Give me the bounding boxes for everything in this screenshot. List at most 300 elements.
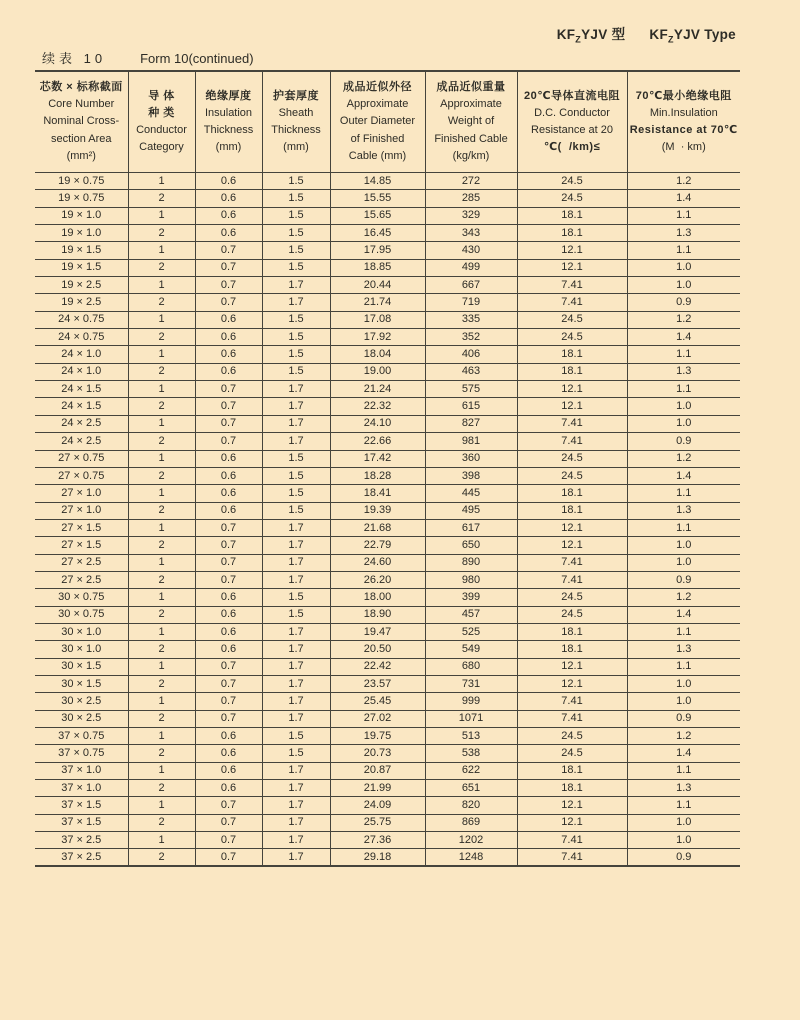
column-header-sheath-thickness	[262, 71, 330, 173]
cell-outer-diameter: 18.85	[330, 259, 425, 276]
table-row	[35, 398, 740, 415]
cell-sheath-thickness: 1.7	[262, 571, 330, 588]
cell-insulation-thickness: 0.6	[195, 641, 262, 658]
header-line: (mm)	[283, 141, 309, 154]
table-row	[35, 207, 740, 224]
cell-min-insulation-resistance: 1.1	[627, 381, 740, 398]
cell-dc-resistance: 18.1	[517, 623, 627, 640]
cell-weight: 650	[425, 537, 517, 554]
cell-sheath-thickness: 1.5	[262, 745, 330, 762]
type-title-en: $KF_ZYJV$ Type	[649, 27, 736, 45]
table-row	[35, 190, 740, 207]
cell-outer-diameter: 20.87	[330, 762, 425, 779]
column-header-dc-resistance	[517, 71, 627, 173]
cell-conductor-category: 2	[128, 190, 195, 207]
cell-core-size: 30 × 2.5	[35, 693, 128, 710]
cell-insulation-thickness: 0.6	[195, 190, 262, 207]
header-line: Category	[139, 141, 184, 154]
cell-core-size: 37 × 1.5	[35, 797, 128, 814]
table-row	[35, 329, 740, 346]
cell-weight: 525	[425, 623, 517, 640]
cell-insulation-thickness: 0.6	[195, 346, 262, 363]
column-header-outer-diameter	[330, 71, 425, 173]
cell-core-size: 24 × 1.0	[35, 346, 128, 363]
cell-core-size: 30 × 0.75	[35, 589, 128, 606]
cell-conductor-category: 1	[128, 519, 195, 536]
cell-conductor-category: 2	[128, 814, 195, 831]
cell-conductor-category: 2	[128, 294, 195, 311]
table-row	[35, 745, 740, 762]
cable-spec-table	[35, 70, 740, 867]
cell-sheath-thickness: 1.7	[262, 814, 330, 831]
cell-conductor-category: 2	[128, 675, 195, 692]
table-row	[35, 537, 740, 554]
cell-sheath-thickness: 1.7	[262, 381, 330, 398]
cell-outer-diameter: 21.99	[330, 780, 425, 797]
cell-core-size: 27 × 1.5	[35, 519, 128, 536]
cell-min-insulation-resistance: 1.1	[627, 658, 740, 675]
cell-outer-diameter: 15.65	[330, 207, 425, 224]
cell-insulation-thickness: 0.6	[195, 589, 262, 606]
cell-conductor-category: 1	[128, 728, 195, 745]
cell-conductor-category: 1	[128, 797, 195, 814]
cell-weight: 398	[425, 467, 517, 484]
cell-min-insulation-resistance: 1.4	[627, 190, 740, 207]
cell-insulation-thickness: 0.7	[195, 797, 262, 814]
cell-outer-diameter: 22.79	[330, 537, 425, 554]
cell-weight: 999	[425, 693, 517, 710]
cell-weight: 719	[425, 294, 517, 311]
header-line: Resistance at 70℃	[629, 124, 738, 136]
cell-conductor-category: 2	[128, 780, 195, 797]
cell-outer-diameter: 18.90	[330, 606, 425, 623]
cell-outer-diameter: 20.50	[330, 641, 425, 658]
cell-conductor-category: 1	[128, 658, 195, 675]
cell-outer-diameter: 21.68	[330, 519, 425, 536]
cell-outer-diameter: 25.75	[330, 814, 425, 831]
cell-core-size: 37 × 1.0	[35, 762, 128, 779]
cell-insulation-thickness: 0.6	[195, 745, 262, 762]
cell-min-insulation-resistance: 1.1	[627, 623, 740, 640]
cell-dc-resistance: 24.5	[517, 190, 627, 207]
cell-outer-diameter: 19.00	[330, 363, 425, 380]
cell-dc-resistance: 12.1	[517, 814, 627, 831]
cell-core-size: 30 × 0.75	[35, 606, 128, 623]
cell-dc-resistance: 7.41	[517, 849, 627, 866]
cell-sheath-thickness: 1.7	[262, 832, 330, 849]
cell-insulation-thickness: 0.7	[195, 571, 262, 588]
cell-insulation-thickness: 0.6	[195, 225, 262, 242]
cell-core-size: 24 × 1.5	[35, 381, 128, 398]
cell-sheath-thickness: 1.7	[262, 693, 330, 710]
cell-core-size: 24 × 1.5	[35, 398, 128, 415]
cell-min-insulation-resistance: 1.4	[627, 329, 740, 346]
table-row	[35, 762, 740, 779]
cell-conductor-category: 1	[128, 693, 195, 710]
form-caption-cn: 续表 10	[42, 51, 107, 66]
type-title-cn: $KF_ZYJV$ 型	[556, 27, 626, 45]
cell-insulation-thickness: 0.7	[195, 381, 262, 398]
cell-dc-resistance: 7.41	[517, 277, 627, 294]
table-row	[35, 710, 740, 727]
cell-outer-diameter: 21.24	[330, 381, 425, 398]
cell-dc-resistance: 24.5	[517, 589, 627, 606]
cell-outer-diameter: 18.00	[330, 589, 425, 606]
cell-outer-diameter: 26.20	[330, 571, 425, 588]
header-line: 种 类	[148, 106, 175, 119]
table-row	[35, 589, 740, 606]
table-row	[35, 623, 740, 640]
cell-core-size: 27 × 0.75	[35, 450, 128, 467]
cell-sheath-thickness: 1.7	[262, 797, 330, 814]
cell-weight: 1202	[425, 832, 517, 849]
cell-insulation-thickness: 0.6	[195, 467, 262, 484]
cell-min-insulation-resistance: 1.1	[627, 797, 740, 814]
cell-core-size: 24 × 0.75	[35, 329, 128, 346]
cell-sheath-thickness: 1.7	[262, 433, 330, 450]
cell-dc-resistance: 12.1	[517, 658, 627, 675]
cell-conductor-category: 2	[128, 571, 195, 588]
cell-weight: 820	[425, 797, 517, 814]
table-row	[35, 675, 740, 692]
cell-insulation-thickness: 0.6	[195, 606, 262, 623]
cell-core-size: 27 × 0.75	[35, 467, 128, 484]
header-line: Core Number	[48, 98, 115, 111]
table-row	[35, 225, 740, 242]
cell-insulation-thickness: 0.7	[195, 242, 262, 259]
cell-min-insulation-resistance: 1.0	[627, 693, 740, 710]
cell-sheath-thickness: 1.7	[262, 849, 330, 866]
cell-weight: 680	[425, 658, 517, 675]
table-row	[35, 780, 740, 797]
cell-conductor-category: 1	[128, 242, 195, 259]
cell-core-size: 19 × 0.75	[35, 173, 128, 190]
cell-sheath-thickness: 1.7	[262, 519, 330, 536]
cell-conductor-category: 2	[128, 225, 195, 242]
cell-sheath-thickness: 1.5	[262, 173, 330, 190]
cell-weight: 651	[425, 780, 517, 797]
cell-outer-diameter: 29.18	[330, 849, 425, 866]
cell-dc-resistance: 12.1	[517, 537, 627, 554]
cell-weight: 617	[425, 519, 517, 536]
cell-sheath-thickness: 1.5	[262, 467, 330, 484]
cell-weight: 513	[425, 728, 517, 745]
cell-weight: 890	[425, 554, 517, 571]
cell-outer-diameter: 17.95	[330, 242, 425, 259]
table-row	[35, 381, 740, 398]
cell-dc-resistance: 24.5	[517, 728, 627, 745]
header-line: Approximate	[440, 98, 502, 111]
cell-min-insulation-resistance: 1.3	[627, 225, 740, 242]
table-row	[35, 693, 740, 710]
cell-min-insulation-resistance: 0.9	[627, 294, 740, 311]
table-row	[35, 415, 740, 432]
cell-dc-resistance: 24.5	[517, 745, 627, 762]
table-row	[35, 363, 740, 380]
header-line: 20℃导体直流电阻	[523, 89, 621, 102]
cell-conductor-category: 1	[128, 346, 195, 363]
cell-outer-diameter: 17.92	[330, 329, 425, 346]
cell-min-insulation-resistance: 1.2	[627, 450, 740, 467]
table-row	[35, 606, 740, 623]
cell-outer-diameter: 24.09	[330, 797, 425, 814]
cell-weight: 272	[425, 173, 517, 190]
cell-conductor-category: 1	[128, 173, 195, 190]
column-header-core-size	[35, 71, 128, 173]
cell-dc-resistance: 18.1	[517, 485, 627, 502]
cell-weight: 538	[425, 745, 517, 762]
cell-min-insulation-resistance: 1.0	[627, 832, 740, 849]
cell-conductor-category: 1	[128, 554, 195, 571]
cell-insulation-thickness: 0.6	[195, 728, 262, 745]
cell-insulation-thickness: 0.7	[195, 433, 262, 450]
cell-dc-resistance: 7.41	[517, 294, 627, 311]
header-line: D.C. Conductor	[534, 106, 610, 119]
cell-core-size: 37 × 1.5	[35, 814, 128, 831]
table-row	[35, 502, 740, 519]
table-row	[35, 294, 740, 311]
cell-core-size: 24 × 2.5	[35, 415, 128, 432]
cell-core-size: 37 × 0.75	[35, 745, 128, 762]
cell-dc-resistance: 24.5	[517, 311, 627, 328]
cell-min-insulation-resistance: 0.9	[627, 433, 740, 450]
cell-weight: 495	[425, 502, 517, 519]
cell-dc-resistance: 12.1	[517, 675, 627, 692]
cell-min-insulation-resistance: 1.4	[627, 467, 740, 484]
cell-conductor-category: 2	[128, 537, 195, 554]
cell-sheath-thickness: 1.5	[262, 207, 330, 224]
cell-dc-resistance: 18.1	[517, 641, 627, 658]
cell-dc-resistance: 18.1	[517, 225, 627, 242]
cell-core-size: 19 × 1.0	[35, 207, 128, 224]
cell-min-insulation-resistance: 1.1	[627, 346, 740, 363]
cell-outer-diameter: 18.41	[330, 485, 425, 502]
header-line: Approximate	[346, 98, 409, 111]
cell-min-insulation-resistance: 1.2	[627, 728, 740, 745]
cell-sheath-thickness: 1.5	[262, 606, 330, 623]
cell-conductor-category: 1	[128, 485, 195, 502]
cell-min-insulation-resistance: 1.1	[627, 485, 740, 502]
cell-weight: 335	[425, 311, 517, 328]
cell-weight: 869	[425, 814, 517, 831]
header-line: 成品近似重量	[436, 80, 506, 93]
cell-outer-diameter: 19.75	[330, 728, 425, 745]
cell-outer-diameter: 17.08	[330, 311, 425, 328]
cell-core-size: 19 × 2.5	[35, 277, 128, 294]
table-row	[35, 728, 740, 745]
cell-weight: 430	[425, 242, 517, 259]
cell-insulation-thickness: 0.7	[195, 832, 262, 849]
cell-core-size: 37 × 2.5	[35, 832, 128, 849]
cell-core-size: 19 × 1.5	[35, 242, 128, 259]
cell-sheath-thickness: 1.7	[262, 675, 330, 692]
form-caption	[42, 48, 254, 67]
cell-min-insulation-resistance: 1.1	[627, 242, 740, 259]
cell-dc-resistance: 24.5	[517, 450, 627, 467]
cell-core-size: 27 × 1.0	[35, 485, 128, 502]
cell-dc-resistance: 12.1	[517, 797, 627, 814]
header-line: Cable (mm)	[348, 149, 407, 162]
cell-weight: 827	[425, 415, 517, 432]
cell-dc-resistance: 7.41	[517, 693, 627, 710]
cell-sheath-thickness: 1.5	[262, 242, 330, 259]
cell-weight: 463	[425, 363, 517, 380]
cell-conductor-category: 1	[128, 623, 195, 640]
header-line: Thickness	[203, 124, 254, 136]
cell-sheath-thickness: 1.7	[262, 762, 330, 779]
cell-sheath-thickness: 1.7	[262, 277, 330, 294]
header-line: 导 体	[148, 89, 175, 102]
cell-dc-resistance: 12.1	[517, 519, 627, 536]
cell-min-insulation-resistance: 1.4	[627, 745, 740, 762]
header-line: Finished Cable	[434, 132, 508, 145]
cell-sheath-thickness: 1.7	[262, 641, 330, 658]
table-row	[35, 797, 740, 814]
header-row	[35, 71, 740, 173]
cell-min-insulation-resistance: 1.4	[627, 606, 740, 623]
header-line: 成品近似外径	[343, 80, 412, 93]
cell-insulation-thickness: 0.6	[195, 173, 262, 190]
header-line: (kg/km)	[452, 149, 490, 162]
cell-insulation-thickness: 0.7	[195, 519, 262, 536]
cell-weight: 457	[425, 606, 517, 623]
cell-weight: 285	[425, 190, 517, 207]
cell-insulation-thickness: 0.7	[195, 710, 262, 727]
header-line: 芯数 × 标称截面	[39, 80, 123, 93]
cell-conductor-category: 2	[128, 433, 195, 450]
header-line: (mm²)	[66, 149, 96, 162]
cell-weight: 352	[425, 329, 517, 346]
cell-min-insulation-resistance: 1.2	[627, 589, 740, 606]
cell-insulation-thickness: 0.7	[195, 693, 262, 710]
cell-insulation-thickness: 0.6	[195, 311, 262, 328]
cell-conductor-category: 2	[128, 398, 195, 415]
cell-core-size: 27 × 1.5	[35, 537, 128, 554]
cell-sheath-thickness: 1.5	[262, 589, 330, 606]
cell-core-size: 24 × 0.75	[35, 311, 128, 328]
cell-min-insulation-resistance: 1.1	[627, 207, 740, 224]
cell-insulation-thickness: 0.6	[195, 502, 262, 519]
cell-min-insulation-resistance: 1.2	[627, 173, 740, 190]
cell-conductor-category: 1	[128, 207, 195, 224]
table-row	[35, 467, 740, 484]
cell-sheath-thickness: 1.5	[262, 485, 330, 502]
cell-min-insulation-resistance: 1.0	[627, 398, 740, 415]
cell-conductor-category: 1	[128, 450, 195, 467]
header-line: (mm)	[215, 141, 242, 154]
cell-sheath-thickness: 1.5	[262, 190, 330, 207]
cell-min-insulation-resistance: 1.0	[627, 814, 740, 831]
cell-dc-resistance: 7.41	[517, 710, 627, 727]
cell-dc-resistance: 24.5	[517, 606, 627, 623]
cell-conductor-category: 2	[128, 363, 195, 380]
cell-dc-resistance: 24.5	[517, 467, 627, 484]
cell-weight: 406	[425, 346, 517, 363]
column-header-conductor-category	[128, 71, 195, 173]
cell-min-insulation-resistance: 1.0	[627, 415, 740, 432]
cell-insulation-thickness: 0.6	[195, 363, 262, 380]
table-row	[35, 554, 740, 571]
cell-core-size: 19 × 1.5	[35, 259, 128, 276]
header-line: Min.Insulation	[649, 106, 718, 119]
cell-insulation-thickness: 0.7	[195, 259, 262, 276]
cell-sheath-thickness: 1.5	[262, 311, 330, 328]
cell-weight: 1071	[425, 710, 517, 727]
cell-weight: 575	[425, 381, 517, 398]
cell-weight: 360	[425, 450, 517, 467]
cell-outer-diameter: 27.36	[330, 832, 425, 849]
type-subscript: Z	[668, 34, 674, 45]
cell-core-size: 19 × 2.5	[35, 294, 128, 311]
cell-sheath-thickness: 1.5	[262, 502, 330, 519]
cell-sheath-thickness: 1.5	[262, 728, 330, 745]
cell-dc-resistance: 18.1	[517, 502, 627, 519]
header-line: Weight of	[447, 115, 495, 128]
cell-min-insulation-resistance: 1.3	[627, 502, 740, 519]
cell-weight: 981	[425, 433, 517, 450]
cell-weight: 622	[425, 762, 517, 779]
cell-insulation-thickness: 0.7	[195, 658, 262, 675]
cell-sheath-thickness: 1.5	[262, 450, 330, 467]
table-row	[35, 641, 740, 658]
cell-dc-resistance: 18.1	[517, 762, 627, 779]
table-row	[35, 571, 740, 588]
cell-outer-diameter: 20.73	[330, 745, 425, 762]
table-row	[35, 814, 740, 831]
cell-weight: 615	[425, 398, 517, 415]
cell-conductor-category: 2	[128, 502, 195, 519]
cell-weight: 549	[425, 641, 517, 658]
cell-weight: 731	[425, 675, 517, 692]
cell-sheath-thickness: 1.5	[262, 225, 330, 242]
cell-dc-resistance: 7.41	[517, 554, 627, 571]
cell-sheath-thickness: 1.7	[262, 554, 330, 571]
cell-core-size: 27 × 2.5	[35, 571, 128, 588]
cell-insulation-thickness: 0.7	[195, 675, 262, 692]
cell-dc-resistance: 7.41	[517, 415, 627, 432]
cell-core-size: 30 × 2.5	[35, 710, 128, 727]
cell-insulation-thickness: 0.6	[195, 485, 262, 502]
cell-outer-diameter: 16.45	[330, 225, 425, 242]
table-row	[35, 450, 740, 467]
cell-dc-resistance: 12.1	[517, 381, 627, 398]
cell-dc-resistance: 24.5	[517, 173, 627, 190]
cell-weight: 1248	[425, 849, 517, 866]
cell-outer-diameter: 21.74	[330, 294, 425, 311]
form-caption-en: Form 10(continued)	[140, 51, 254, 66]
spec-table-head	[35, 71, 740, 173]
cell-core-size: 37 × 0.75	[35, 728, 128, 745]
cell-core-size: 30 × 1.5	[35, 675, 128, 692]
column-header-insulation-thickness	[195, 71, 262, 173]
header-line: section Area	[50, 132, 112, 145]
cell-min-insulation-resistance: 0.9	[627, 571, 740, 588]
cell-core-size: 24 × 2.5	[35, 433, 128, 450]
cell-core-size: 24 × 1.0	[35, 363, 128, 380]
header-line: 护套厚度	[273, 89, 319, 102]
cell-dc-resistance: 18.1	[517, 346, 627, 363]
cell-core-size: 30 × 1.0	[35, 623, 128, 640]
cell-conductor-category: 2	[128, 259, 195, 276]
cell-sheath-thickness: 1.7	[262, 398, 330, 415]
cell-core-size: 30 × 1.0	[35, 641, 128, 658]
cell-conductor-category: 1	[128, 589, 195, 606]
header-line: of Finished	[350, 132, 405, 145]
cell-dc-resistance: 12.1	[517, 242, 627, 259]
cell-outer-diameter: 19.39	[330, 502, 425, 519]
column-header-min-insulation-resistance	[627, 71, 740, 173]
table-row	[35, 259, 740, 276]
